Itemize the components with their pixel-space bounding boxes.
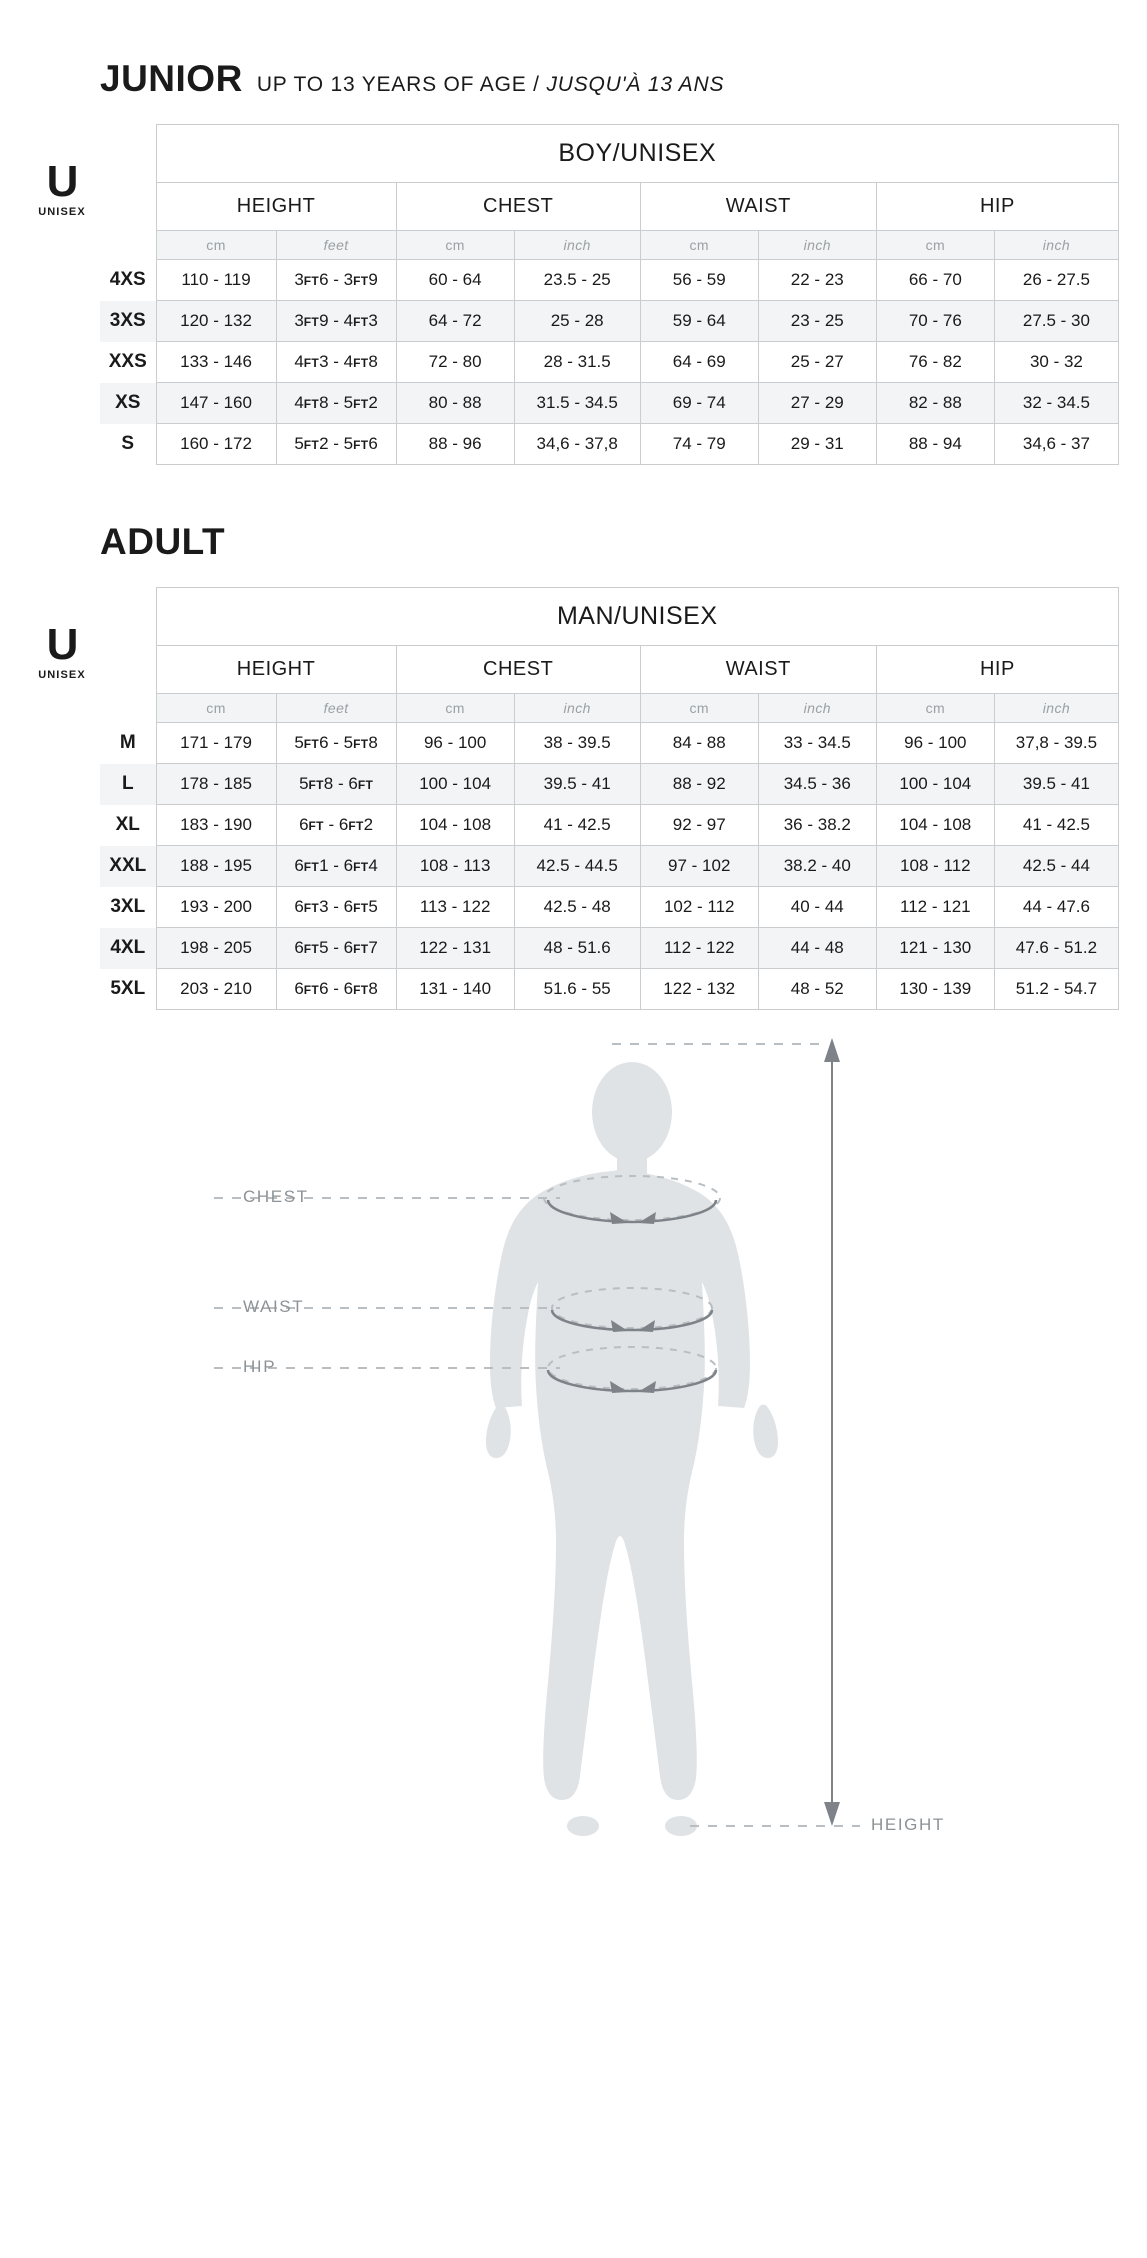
- adult-row-size-0: M: [100, 723, 156, 764]
- table-row: [100, 260, 1119, 301]
- junior-cell-4-4: 74 - 79: [640, 424, 758, 465]
- adult-section-heading: [0, 521, 1147, 563]
- junior-row-size-2: XXS: [100, 342, 156, 383]
- body-diagram-svg: [0, 1020, 1147, 1890]
- unisex-logo-mark: U: [46, 157, 78, 206]
- junior-cell-4-5: 29 - 31: [758, 424, 876, 465]
- adult-cell-5-7: 47.6 - 51.2: [994, 928, 1118, 969]
- adult-cell-4-1: 6FT3 - 6FT5: [276, 887, 396, 928]
- junior-subtitle-en: UP TO 13 YEARS OF AGE: [256, 73, 527, 96]
- junior-unit-spacer: [100, 231, 156, 260]
- adult-cell-2-5: 36 - 38.2: [758, 805, 876, 846]
- junior-cell-0-1: 3FT6 - 3FT9: [276, 260, 396, 301]
- adult-group-hip: HIP: [876, 646, 1118, 694]
- junior-cell-3-1: 4FT8 - 5FT2: [276, 383, 396, 424]
- junior-cell-4-3: 34,6 - 37,8: [514, 424, 640, 465]
- adult-group-spacer: [100, 646, 156, 694]
- adult-cell-4-5: 40 - 44: [758, 887, 876, 928]
- table-row: [100, 969, 1119, 1010]
- adult-cell-0-7: 37,8 - 39.5: [994, 723, 1118, 764]
- adult-cell-6-1: 6FT6 - 6FT8: [276, 969, 396, 1010]
- adult-cell-4-4: 102 - 112: [640, 887, 758, 928]
- junior-cell-1-4: 59 - 64: [640, 301, 758, 342]
- adult-cell-3-5: 38.2 - 40: [758, 846, 876, 887]
- height-label: HEIGHT: [871, 1815, 945, 1834]
- waist-label: WAIST: [243, 1297, 305, 1316]
- chest-label: CHEST: [243, 1187, 309, 1206]
- junior-cell-0-6: 66 - 70: [876, 260, 994, 301]
- adult-cell-1-6: 100 - 104: [876, 764, 994, 805]
- adult-row-size-3: XXL: [100, 846, 156, 887]
- junior-unit-height-feet: feet: [276, 231, 396, 260]
- junior-cell-0-2: 60 - 64: [396, 260, 514, 301]
- table-row: [100, 846, 1119, 887]
- unisex-logo-junior: [30, 157, 94, 218]
- junior-unit-row: [100, 231, 1119, 260]
- junior-cell-3-5: 27 - 29: [758, 383, 876, 424]
- table-row: [100, 764, 1119, 805]
- junior-cell-1-0: 120 - 132: [156, 301, 276, 342]
- junior-unit-hip-cm: cm: [876, 231, 994, 260]
- adult-cell-5-1: 6FT5 - 6FT7: [276, 928, 396, 969]
- adult-row-size-2: XL: [100, 805, 156, 846]
- adult-unit-height-feet: feet: [276, 694, 396, 723]
- adult-cell-2-7: 41 - 42.5: [994, 805, 1118, 846]
- adult-cell-3-0: 188 - 195: [156, 846, 276, 887]
- adult-table-body: [100, 723, 1119, 1010]
- junior-unit-chest-inch: inch: [514, 231, 640, 260]
- junior-subtitle: [257, 73, 724, 97]
- adult-cell-6-7: 51.2 - 54.7: [994, 969, 1118, 1010]
- junior-cell-2-6: 76 - 82: [876, 342, 994, 383]
- junior-cell-2-7: 30 - 32: [994, 342, 1118, 383]
- adult-cell-3-4: 97 - 102: [640, 846, 758, 887]
- junior-size-table: [100, 124, 1119, 465]
- table-row: [100, 342, 1119, 383]
- table-row: [100, 887, 1119, 928]
- junior-table-body: [100, 260, 1119, 465]
- junior-group-chest: CHEST: [396, 183, 640, 231]
- junior-group-height: HEIGHT: [156, 183, 396, 231]
- junior-cell-4-6: 88 - 94: [876, 424, 994, 465]
- adult-cell-4-6: 112 - 121: [876, 887, 994, 928]
- junior-cell-2-3: 28 - 31.5: [514, 342, 640, 383]
- adult-cell-0-0: 171 - 179: [156, 723, 276, 764]
- adult-cell-4-7: 44 - 47.6: [994, 887, 1118, 928]
- junior-row-size-4: S: [100, 424, 156, 465]
- junior-section-heading: [0, 0, 1147, 100]
- junior-subtitle-separator: /: [533, 73, 540, 96]
- junior-cell-4-7: 34,6 - 37: [994, 424, 1118, 465]
- adult-cell-0-1: 5FT6 - 5FT8: [276, 723, 396, 764]
- unisex-logo-mark: U: [46, 620, 78, 669]
- adult-title-spacer: [100, 588, 156, 646]
- junior-group-hip: HIP: [876, 183, 1118, 231]
- table-row: [100, 805, 1119, 846]
- adult-cell-0-2: 96 - 100: [396, 723, 514, 764]
- adult-cell-2-6: 104 - 108: [876, 805, 994, 846]
- adult-unit-chest-cm: cm: [396, 694, 514, 723]
- junior-cell-3-2: 80 - 88: [396, 383, 514, 424]
- table-row: [100, 928, 1119, 969]
- junior-cell-1-2: 64 - 72: [396, 301, 514, 342]
- adult-group-height: HEIGHT: [156, 646, 396, 694]
- adult-cell-5-2: 122 - 131: [396, 928, 514, 969]
- adult-cell-2-1: 6FT - 6FT2: [276, 805, 396, 846]
- adult-cell-2-3: 41 - 42.5: [514, 805, 640, 846]
- adult-cell-2-4: 92 - 97: [640, 805, 758, 846]
- adult-cell-6-3: 51.6 - 55: [514, 969, 640, 1010]
- junior-cell-4-1: 5FT2 - 5FT6: [276, 424, 396, 465]
- adult-cell-6-0: 203 - 210: [156, 969, 276, 1010]
- adult-group-row: [100, 646, 1119, 694]
- adult-table-title: MAN/UNISEX: [156, 588, 1118, 646]
- junior-cell-0-4: 56 - 59: [640, 260, 758, 301]
- junior-cell-0-7: 26 - 27.5: [994, 260, 1118, 301]
- adult-cell-0-6: 96 - 100: [876, 723, 994, 764]
- unisex-logo-label: UNISEX: [38, 668, 86, 681]
- adult-cell-6-4: 122 - 132: [640, 969, 758, 1010]
- adult-cell-6-2: 131 - 140: [396, 969, 514, 1010]
- adult-table-title-row: [100, 588, 1119, 646]
- junior-cell-1-5: 23 - 25: [758, 301, 876, 342]
- body-silhouette: [486, 1062, 778, 1836]
- junior-title-spacer: [100, 125, 156, 183]
- junior-row-size-3: XS: [100, 383, 156, 424]
- adult-cell-1-1: 5FT8 - 6FT: [276, 764, 396, 805]
- junior-cell-2-5: 25 - 27: [758, 342, 876, 383]
- adult-unit-spacer: [100, 694, 156, 723]
- junior-group-row: [100, 183, 1119, 231]
- hip-label: HIP: [243, 1357, 277, 1376]
- junior-unit-waist-cm: cm: [640, 231, 758, 260]
- junior-cell-0-5: 22 - 23: [758, 260, 876, 301]
- adult-cell-1-2: 100 - 104: [396, 764, 514, 805]
- adult-cell-0-3: 38 - 39.5: [514, 723, 640, 764]
- adult-cell-5-0: 198 - 205: [156, 928, 276, 969]
- junior-cell-3-7: 32 - 34.5: [994, 383, 1118, 424]
- junior-group-spacer: [100, 183, 156, 231]
- adult-cell-2-2: 104 - 108: [396, 805, 514, 846]
- adult-cell-1-0: 178 - 185: [156, 764, 276, 805]
- adult-row-size-6: 5XL: [100, 969, 156, 1010]
- adult-cell-5-5: 44 - 48: [758, 928, 876, 969]
- measurement-figure: [0, 1020, 1147, 1890]
- adult-cell-4-3: 42.5 - 48: [514, 887, 640, 928]
- adult-row-size-4: 3XL: [100, 887, 156, 928]
- junior-unit-chest-cm: cm: [396, 231, 514, 260]
- adult-group-waist: WAIST: [640, 646, 876, 694]
- junior-cell-3-4: 69 - 74: [640, 383, 758, 424]
- adult-group-chest: CHEST: [396, 646, 640, 694]
- adult-cell-3-7: 42.5 - 44: [994, 846, 1118, 887]
- unisex-logo-adult: [30, 620, 94, 681]
- junior-cell-4-0: 160 - 172: [156, 424, 276, 465]
- adult-cell-3-3: 42.5 - 44.5: [514, 846, 640, 887]
- junior-cell-3-3: 31.5 - 34.5: [514, 383, 640, 424]
- adult-row-size-5: 4XL: [100, 928, 156, 969]
- junior-cell-1-7: 27.5 - 30: [994, 301, 1118, 342]
- junior-unit-waist-inch: inch: [758, 231, 876, 260]
- table-row: [100, 723, 1119, 764]
- junior-subtitle-fr: JUSQU'À 13 ANS: [546, 73, 725, 96]
- adult-cell-0-4: 84 - 88: [640, 723, 758, 764]
- junior-table-block: [0, 124, 1147, 465]
- junior-row-size-0: 4XS: [100, 260, 156, 301]
- adult-cell-1-5: 34.5 - 36: [758, 764, 876, 805]
- junior-cell-4-2: 88 - 96: [396, 424, 514, 465]
- adult-cell-0-5: 33 - 34.5: [758, 723, 876, 764]
- adult-unit-height-cm: cm: [156, 694, 276, 723]
- junior-cell-0-0: 110 - 119: [156, 260, 276, 301]
- adult-cell-3-2: 108 - 113: [396, 846, 514, 887]
- adult-row-size-1: L: [100, 764, 156, 805]
- adult-cell-3-6: 108 - 112: [876, 846, 994, 887]
- table-row: [100, 383, 1119, 424]
- adult-cell-6-6: 130 - 139: [876, 969, 994, 1010]
- unisex-logo-label: UNISEX: [38, 205, 86, 218]
- junior-table-title: BOY/UNISEX: [156, 125, 1118, 183]
- adult-unit-hip-cm: cm: [876, 694, 994, 723]
- junior-cell-3-6: 82 - 88: [876, 383, 994, 424]
- junior-unit-height-cm: cm: [156, 231, 276, 260]
- junior-group-waist: WAIST: [640, 183, 876, 231]
- adult-table-block: [0, 587, 1147, 1010]
- adult-cell-5-6: 121 - 130: [876, 928, 994, 969]
- adult-cell-1-7: 39.5 - 41: [994, 764, 1118, 805]
- adult-cell-6-5: 48 - 52: [758, 969, 876, 1010]
- junior-cell-2-0: 133 - 146: [156, 342, 276, 383]
- adult-cell-4-2: 113 - 122: [396, 887, 514, 928]
- junior-cell-1-6: 70 - 76: [876, 301, 994, 342]
- junior-row-size-1: 3XS: [100, 301, 156, 342]
- junior-title: JUNIOR: [100, 58, 243, 99]
- junior-cell-2-4: 64 - 69: [640, 342, 758, 383]
- adult-unit-waist-inch: inch: [758, 694, 876, 723]
- adult-cell-1-3: 39.5 - 41: [514, 764, 640, 805]
- adult-title: ADULT: [100, 521, 226, 562]
- table-row: [100, 301, 1119, 342]
- adult-cell-2-0: 183 - 190: [156, 805, 276, 846]
- adult-cell-3-1: 6FT1 - 6FT4: [276, 846, 396, 887]
- junior-cell-2-1: 4FT3 - 4FT8: [276, 342, 396, 383]
- height-arrow: [824, 1038, 840, 1826]
- junior-cell-1-3: 25 - 28: [514, 301, 640, 342]
- adult-cell-1-4: 88 - 92: [640, 764, 758, 805]
- adult-unit-hip-inch: inch: [994, 694, 1118, 723]
- junior-cell-1-1: 3FT9 - 4FT3: [276, 301, 396, 342]
- adult-unit-chest-inch: inch: [514, 694, 640, 723]
- adult-cell-5-3: 48 - 51.6: [514, 928, 640, 969]
- table-row: [100, 424, 1119, 465]
- junior-unit-hip-inch: inch: [994, 231, 1118, 260]
- adult-cell-4-0: 193 - 200: [156, 887, 276, 928]
- junior-table-title-row: [100, 125, 1119, 183]
- junior-cell-0-3: 23.5 - 25: [514, 260, 640, 301]
- junior-cell-2-2: 72 - 80: [396, 342, 514, 383]
- adult-unit-row: [100, 694, 1119, 723]
- adult-unit-waist-cm: cm: [640, 694, 758, 723]
- adult-cell-5-4: 112 - 122: [640, 928, 758, 969]
- adult-size-table: [100, 587, 1119, 1010]
- junior-cell-3-0: 147 - 160: [156, 383, 276, 424]
